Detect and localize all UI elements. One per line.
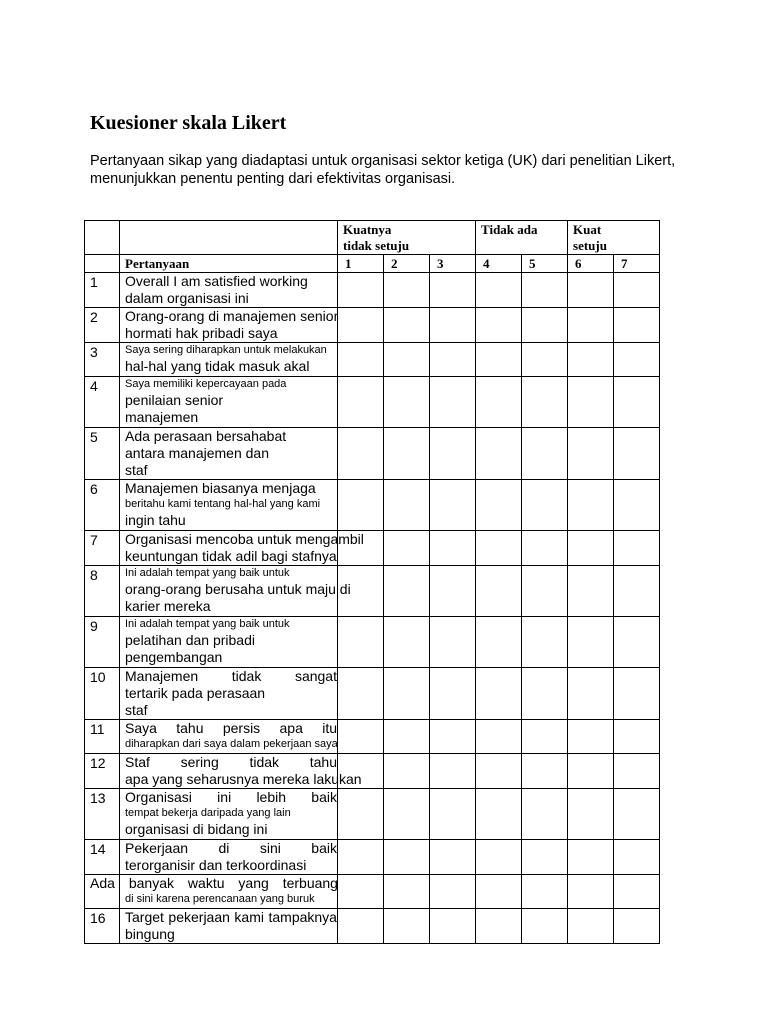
rating-cell-1[interactable] — [338, 308, 384, 343]
intro-line: menunjukkan penentu penting dari efektivitas organisasi. — [90, 171, 456, 187]
rating-cell-3[interactable] — [430, 840, 476, 875]
question-word: tahu — [176, 720, 204, 736]
rating-cell-3[interactable] — [430, 480, 476, 531]
rating-cell-1[interactable] — [338, 343, 384, 377]
question-word: pekerjaan — [168, 909, 230, 925]
rating-cell-3[interactable] — [430, 531, 476, 566]
rating-cell-1[interactable] — [338, 428, 384, 480]
rating-cell-6[interactable] — [568, 428, 614, 480]
scale-label: 2 — [384, 255, 430, 273]
question-word: Saya — [125, 720, 157, 736]
question-number: 6 — [85, 480, 120, 531]
intro-line: Pertanyaan sikap yang diadaptasi untuk organisasi sektor ketiga (UK) dari penelitian Likert, — [90, 153, 676, 169]
rating-cell-4[interactable] — [476, 720, 522, 754]
rating-cell-1[interactable] — [338, 840, 384, 875]
question-word: waktu — [187, 875, 225, 891]
question-word: banyak — [128, 875, 174, 891]
rating-cell-7[interactable] — [614, 720, 660, 754]
question-number: 9 — [85, 617, 120, 668]
table-row — [85, 308, 660, 343]
rating-cell-5[interactable] — [522, 273, 568, 308]
question-text — [120, 273, 338, 308]
question-number: 7 — [85, 531, 120, 566]
rating-cell-1[interactable] — [338, 273, 384, 308]
rating-cell-5[interactable] — [522, 617, 568, 668]
page-title: Kuesioner skala Likert — [90, 112, 287, 134]
rating-cell-5[interactable] — [522, 754, 568, 789]
rating-cell-5[interactable] — [522, 668, 568, 720]
rating-cell-7[interactable] — [614, 840, 660, 875]
rating-cell-5[interactable] — [522, 875, 568, 909]
question-line — [90, 875, 338, 892]
rating-cell-3[interactable] — [430, 789, 476, 840]
question-word: tidak — [231, 668, 262, 684]
rating-cell-1[interactable] — [338, 480, 384, 531]
question-word: sering — [180, 754, 219, 770]
rating-cell-6[interactable] — [568, 617, 614, 668]
rating-cell-4[interactable] — [476, 754, 522, 789]
question-word: sangat — [294, 668, 337, 684]
question-line — [125, 754, 337, 771]
question-word: tidak — [249, 754, 280, 770]
question-line: keuntungan tidak adil bagi stafnya — [125, 548, 337, 564]
rating-cell-6[interactable] — [568, 909, 614, 944]
table-row — [85, 428, 660, 480]
question-word: Manajemen — [125, 668, 199, 684]
question-line — [125, 840, 337, 857]
scale-label: 4 — [476, 255, 522, 273]
question-text — [120, 617, 338, 668]
rating-cell-4[interactable] — [476, 566, 522, 617]
question-line: apa yang seharusnya mereka lakukan — [125, 771, 362, 787]
rating-cell-6[interactable] — [568, 840, 614, 875]
rating-cell-1[interactable] — [338, 789, 384, 840]
question-line: staf — [125, 702, 148, 718]
question-number: 12 — [85, 754, 120, 789]
rating-cell-3[interactable] — [430, 909, 476, 944]
rating-cell-2[interactable] — [384, 909, 430, 944]
rating-cell-6[interactable] — [568, 480, 614, 531]
rating-cell-3[interactable] — [430, 668, 476, 720]
question-line: orang-orang berusaha untuk maju di — [125, 581, 351, 597]
rating-cell-4[interactable] — [476, 308, 522, 343]
table-row — [85, 531, 660, 566]
question-line — [125, 909, 337, 926]
rating-cell-2[interactable] — [384, 840, 430, 875]
rating-cell-5[interactable] — [522, 840, 568, 875]
question-text — [120, 840, 338, 875]
question-line: dalam organisasi ini — [125, 290, 249, 306]
question-text — [120, 566, 351, 617]
rating-cell-6[interactable] — [568, 566, 614, 617]
question-text — [120, 720, 338, 754]
rating-cell-3[interactable] — [430, 720, 476, 754]
rating-cell-2[interactable] — [384, 308, 430, 343]
rating-cell-2[interactable] — [384, 875, 430, 909]
rating-cell-3[interactable] — [430, 308, 476, 343]
rating-cell-2[interactable] — [384, 428, 430, 480]
question-line: penilaian senior — [125, 392, 224, 408]
rating-cell-4[interactable] — [476, 909, 522, 944]
question-line: pengembangan — [125, 649, 223, 665]
rating-cell-7[interactable] — [614, 789, 660, 840]
header-empty-cell — [85, 255, 120, 273]
rating-cell-1[interactable] — [338, 377, 384, 428]
rating-cell-4[interactable] — [476, 789, 522, 840]
rating-cell-5[interactable] — [522, 566, 568, 617]
rating-cell-4[interactable] — [476, 273, 522, 308]
rating-cell-1[interactable] — [338, 720, 384, 754]
rating-cell-3[interactable] — [430, 566, 476, 617]
question-line: manajemen — [125, 409, 199, 425]
question-word: ini — [217, 789, 232, 805]
question-line: ingin tahu — [125, 512, 186, 528]
table-row — [85, 840, 660, 875]
scale-label: 1 — [338, 255, 384, 273]
question-text — [90, 875, 338, 909]
rating-cell-6[interactable] — [568, 377, 614, 428]
question-word: Pekerjaan — [125, 840, 189, 856]
question-number: 14 — [85, 840, 120, 875]
question-line — [125, 789, 337, 806]
rating-cell-7[interactable] — [614, 617, 660, 668]
question-text — [120, 531, 364, 566]
rating-cell-3[interactable] — [430, 273, 476, 308]
rating-cell-2[interactable] — [384, 566, 430, 617]
question-word: lebih — [256, 789, 287, 805]
rating-cell-3[interactable] — [430, 343, 476, 377]
rating-cell-5[interactable] — [522, 531, 568, 566]
question-line: organisasi di bidang ini — [125, 821, 268, 837]
scale-label: 5 — [522, 255, 568, 273]
question-line: pelatihan dan pribadi — [125, 632, 255, 648]
question-number: 2 — [85, 308, 120, 343]
rating-cell-7[interactable] — [614, 480, 660, 531]
question-number: 8 — [85, 566, 120, 617]
header-group-neutral: Tidak ada — [476, 221, 568, 255]
table-row — [85, 720, 660, 754]
rating-cell-4[interactable] — [476, 480, 522, 531]
table-row — [85, 909, 660, 944]
question-line: Manajemen biasanya menjaga — [125, 480, 316, 496]
question-word: Target — [125, 909, 164, 925]
rating-cell-4[interactable] — [476, 531, 522, 566]
rating-cell-4[interactable] — [476, 875, 522, 909]
question-line: Overall I am satisfied working — [125, 273, 308, 289]
rating-cell-5[interactable] — [522, 720, 568, 754]
rating-cell-2[interactable] — [384, 617, 430, 668]
rating-cell-6[interactable] — [568, 273, 614, 308]
rating-cell-6[interactable] — [568, 789, 614, 840]
rating-cell-7[interactable] — [614, 668, 660, 720]
question-text — [120, 668, 338, 720]
question-number: 1 — [85, 273, 120, 308]
question-word: Ada — [90, 875, 115, 891]
header-empty-cell — [85, 221, 120, 255]
rating-cell-7[interactable] — [614, 875, 660, 909]
question-number: 5 — [85, 428, 120, 480]
rating-cell-3[interactable] — [430, 617, 476, 668]
table-row — [85, 875, 660, 909]
question-line: Ini adalah tempat yang baik untuk — [125, 618, 290, 630]
rating-cell-6[interactable] — [568, 668, 614, 720]
rating-cell-6[interactable] — [568, 754, 614, 789]
question-line: tertarik pada perasaan — [125, 685, 266, 701]
table-header-row-scale — [85, 255, 660, 273]
rating-cell-7[interactable] — [614, 308, 660, 343]
rating-cell-2[interactable] — [384, 789, 430, 840]
rating-cell-4[interactable] — [476, 428, 522, 480]
question-word: Staf — [125, 754, 150, 770]
question-word: kami — [234, 909, 264, 925]
rating-cell-2[interactable] — [384, 377, 430, 428]
rating-cell-7[interactable] — [614, 531, 660, 566]
rating-cell-6[interactable] — [568, 343, 614, 377]
rating-cell-7[interactable] — [614, 428, 660, 480]
question-text — [120, 789, 338, 840]
question-number: 4 — [85, 377, 120, 428]
question-line: bingung — [125, 926, 175, 942]
question-line: hal-hal yang tidak masuk akal — [125, 358, 310, 374]
rating-cell-7[interactable] — [614, 909, 660, 944]
table-row — [85, 566, 660, 617]
question-word: apa — [279, 720, 303, 736]
rating-cell-5[interactable] — [522, 789, 568, 840]
rating-cell-2[interactable] — [384, 668, 430, 720]
rating-cell-5[interactable] — [522, 428, 568, 480]
question-text — [120, 377, 338, 428]
rating-cell-3[interactable] — [430, 754, 476, 789]
rating-cell-3[interactable] — [430, 377, 476, 428]
rating-cell-7[interactable] — [614, 377, 660, 428]
rating-cell-5[interactable] — [522, 377, 568, 428]
question-line: Orang-orang di manajemen senior — [125, 308, 339, 324]
rating-cell-3[interactable] — [430, 428, 476, 480]
header-question-label: Pertanyaan — [120, 255, 338, 273]
header-group-agree: Kuat setuju — [568, 221, 660, 255]
rating-cell-6[interactable] — [568, 531, 614, 566]
question-line: Ini adalah tempat yang baik untuk — [125, 567, 290, 579]
intro-paragraph — [90, 152, 690, 188]
question-number: 10 — [85, 668, 120, 720]
rating-cell-6[interactable] — [568, 308, 614, 343]
rating-cell-1[interactable] — [338, 909, 384, 944]
question-number: 11 — [85, 720, 120, 754]
rating-cell-7[interactable] — [614, 566, 660, 617]
scale-label: 3 — [430, 255, 476, 273]
rating-cell-2[interactable] — [384, 480, 430, 531]
table-row — [85, 754, 660, 789]
question-line: hormati hak pribadi saya — [125, 325, 278, 341]
question-line: Organisasi mencoba untuk mengambil — [125, 531, 364, 547]
rating-cell-4[interactable] — [476, 617, 522, 668]
question-word: tampaknya — [268, 909, 337, 925]
rating-cell-7[interactable] — [614, 273, 660, 308]
rating-cell-1[interactable] — [338, 617, 384, 668]
rating-cell-4[interactable] — [476, 840, 522, 875]
rating-cell-5[interactable] — [522, 909, 568, 944]
question-word: baik — [311, 840, 337, 856]
table-row — [85, 789, 660, 840]
question-line: terorganisir dan terkoordinasi — [125, 857, 307, 873]
question-word: terbuang — [282, 875, 338, 891]
table-row — [85, 480, 660, 531]
header-group-disagree: Kuatnya tidak setuju — [338, 221, 476, 255]
rating-cell-2[interactable] — [384, 754, 430, 789]
question-word: Organisasi — [125, 789, 192, 805]
rating-cell-1[interactable] — [338, 875, 384, 909]
question-line: staf — [125, 462, 148, 478]
question-number: 13 — [85, 789, 120, 840]
question-word: sini — [259, 840, 281, 856]
question-word: itu — [322, 720, 337, 736]
rating-cell-2[interactable] — [384, 720, 430, 754]
table-row — [85, 668, 660, 720]
header-empty-cell — [120, 221, 338, 255]
question-word: baik — [311, 789, 337, 805]
question-word: persis — [222, 720, 261, 736]
table-row — [85, 617, 660, 668]
scale-label: 7 — [614, 255, 660, 273]
rating-cell-7[interactable] — [614, 754, 660, 789]
rating-cell-7[interactable] — [614, 343, 660, 377]
question-line: antara manajemen dan — [125, 445, 269, 461]
question-number: 16 — [85, 909, 120, 944]
table-row — [85, 273, 660, 308]
rating-cell-3[interactable] — [430, 875, 476, 909]
question-text — [120, 343, 338, 377]
question-line: karier mereka — [125, 598, 211, 614]
question-word: yang — [238, 875, 269, 891]
rating-cell-6[interactable] — [568, 720, 614, 754]
rating-cell-1[interactable] — [338, 668, 384, 720]
question-line: Ada perasaan bersahabat — [125, 428, 287, 444]
question-line: Saya sering diharapkan untuk melakukan — [125, 344, 327, 356]
rating-cell-5[interactable] — [522, 308, 568, 343]
question-line: beritahu kami tentang hal-hal yang kami — [125, 498, 321, 510]
table-row — [85, 343, 660, 377]
table-row — [85, 377, 660, 428]
question-line — [125, 668, 337, 685]
question-text — [120, 428, 338, 480]
rating-cell-2[interactable] — [384, 273, 430, 308]
rating-cell-5[interactable] — [522, 480, 568, 531]
question-word: di — [218, 840, 230, 856]
question-text — [120, 480, 338, 531]
rating-cell-6[interactable] — [568, 875, 614, 909]
scale-label: 6 — [568, 255, 614, 273]
rating-cell-2[interactable] — [384, 343, 430, 377]
question-line — [125, 720, 337, 737]
question-line: tempat bekerja daripada yang lain — [125, 807, 291, 819]
question-number: 3 — [85, 343, 120, 377]
rating-cell-2[interactable] — [384, 531, 430, 566]
rating-cell-4[interactable] — [476, 377, 522, 428]
question-word: tahu — [309, 754, 337, 770]
rating-cell-4[interactable] — [476, 343, 522, 377]
question-line: di sini karena perencanaan yang buruk — [125, 893, 315, 905]
table-header-row-groups — [85, 221, 660, 255]
rating-cell-4[interactable] — [476, 668, 522, 720]
likert-table — [84, 220, 660, 944]
question-text — [120, 754, 362, 789]
question-text — [120, 308, 338, 343]
question-text — [120, 909, 338, 944]
question-line: Saya memiliki kepercayaan pada — [125, 378, 287, 390]
question-line: diharapkan dari saya dalam pekerjaan saya — [125, 738, 338, 750]
rating-cell-5[interactable] — [522, 343, 568, 377]
